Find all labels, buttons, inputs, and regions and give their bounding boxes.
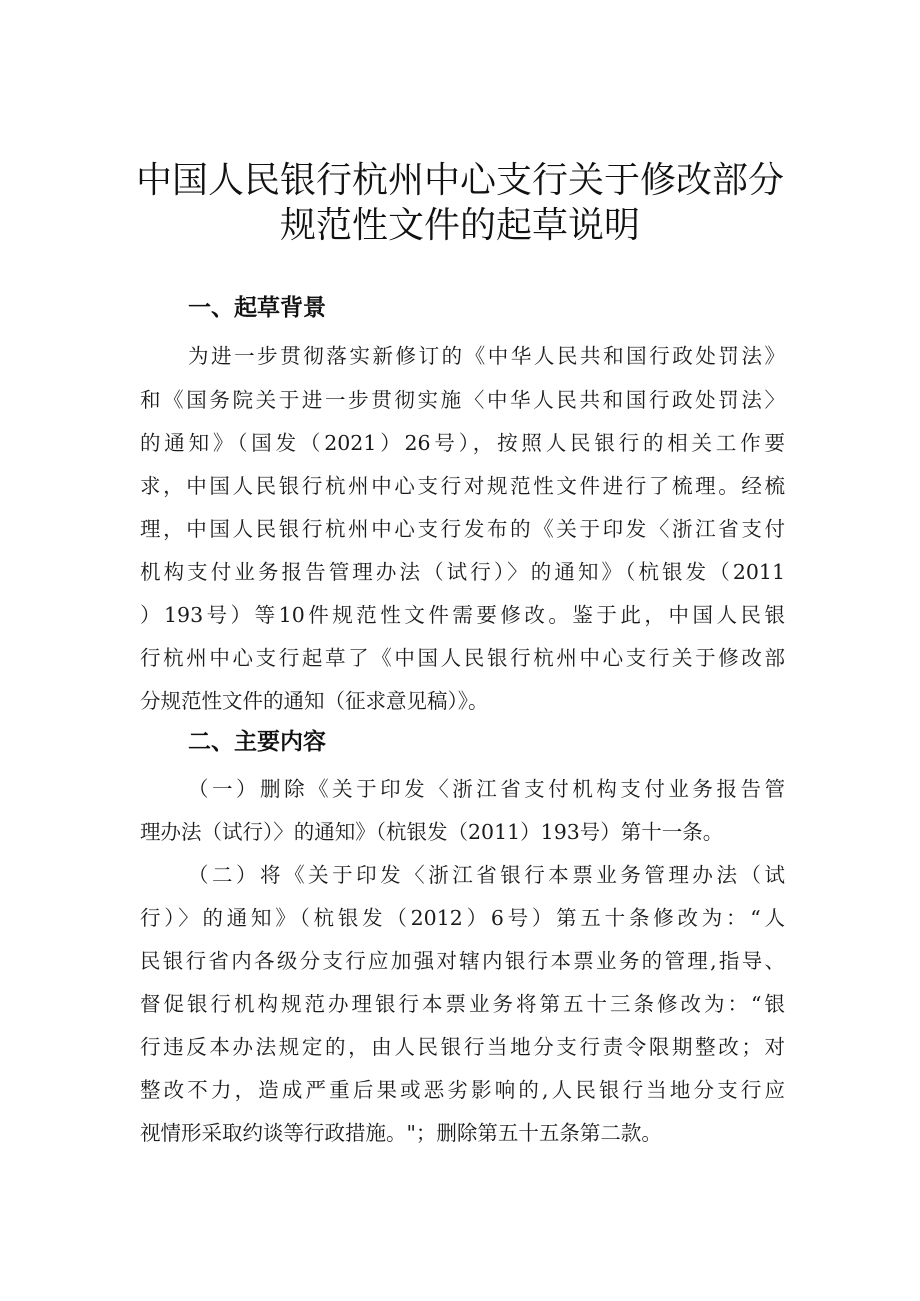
- section-heading-main-content: 二、主要内容: [188, 729, 326, 755]
- paragraph-line: 行杭州中心支行起草了《中国人民银行杭州中心支行关于修改部: [140, 646, 785, 670]
- section-heading-background: 一、起草背景: [188, 295, 326, 321]
- item-2-line: （二）将《关于印发〈浙江省银行本票业务管理办法（试: [188, 863, 785, 887]
- paragraph-line: 的通知》（国发（2021）26号），按照人民银行的相关工作要: [140, 431, 785, 455]
- item-2-line: 整改不力，造成严重后果或恶劣影响的,人民银行当地分支行应: [140, 1078, 785, 1102]
- document-title-line-2: 规范性文件的起草说明: [279, 205, 640, 246]
- item-2-line: 行违反本办法规定的，由人民银行当地分支行责令限期整改；对: [140, 1035, 785, 1059]
- item-2-line: 行）〉的通知》（杭银发（2012）6号）第五十条修改为：“人: [140, 906, 785, 930]
- item-2-line: 督促银行机构规范办理银行本票业务将第五十三条修改为：“银: [140, 992, 785, 1016]
- paragraph-line: 理，中国人民银行杭州中心支行发布的《关于印发〈浙江省支付: [140, 517, 785, 541]
- item-1-line: 理办法（试行）〉的通知》（杭银发（2011）193号）第十一条。: [140, 820, 724, 844]
- item-2-line: 视情形采取约谈等行政措施。"；删除第五十五条第二款。: [140, 1121, 662, 1145]
- document-title-line-1: 中国人民银行杭州中心支行关于修改部分: [135, 160, 784, 201]
- paragraph-line: 机构支付业务报告管理办法（试行）〉的通知》（杭银发（2011: [140, 560, 785, 584]
- paragraph-line: 和《国务院关于进一步贯彻实施〈中华人民共和国行政处罚法〉: [140, 388, 785, 412]
- paragraph-line: 分规范性文件的通知（征求意见稿）》。: [140, 689, 489, 713]
- paragraph-line: ）193号）等10件规范性文件需要修改。鉴于此，中国人民银: [140, 603, 785, 627]
- paragraph-line: 求，中国人民银行杭州中心支行对规范性文件进行了梳理。经梳: [140, 474, 785, 498]
- item-2-line: 民银行省内各级分支行应加强对辖内银行本票业务的管理,指导、: [140, 949, 785, 973]
- item-1-line: （一）删除《关于印发〈浙江省支付机构支付业务报告管: [188, 777, 785, 801]
- paragraph-line: 为进一步贯彻落实新修订的《中华人民共和国行政处罚法》: [188, 344, 785, 368]
